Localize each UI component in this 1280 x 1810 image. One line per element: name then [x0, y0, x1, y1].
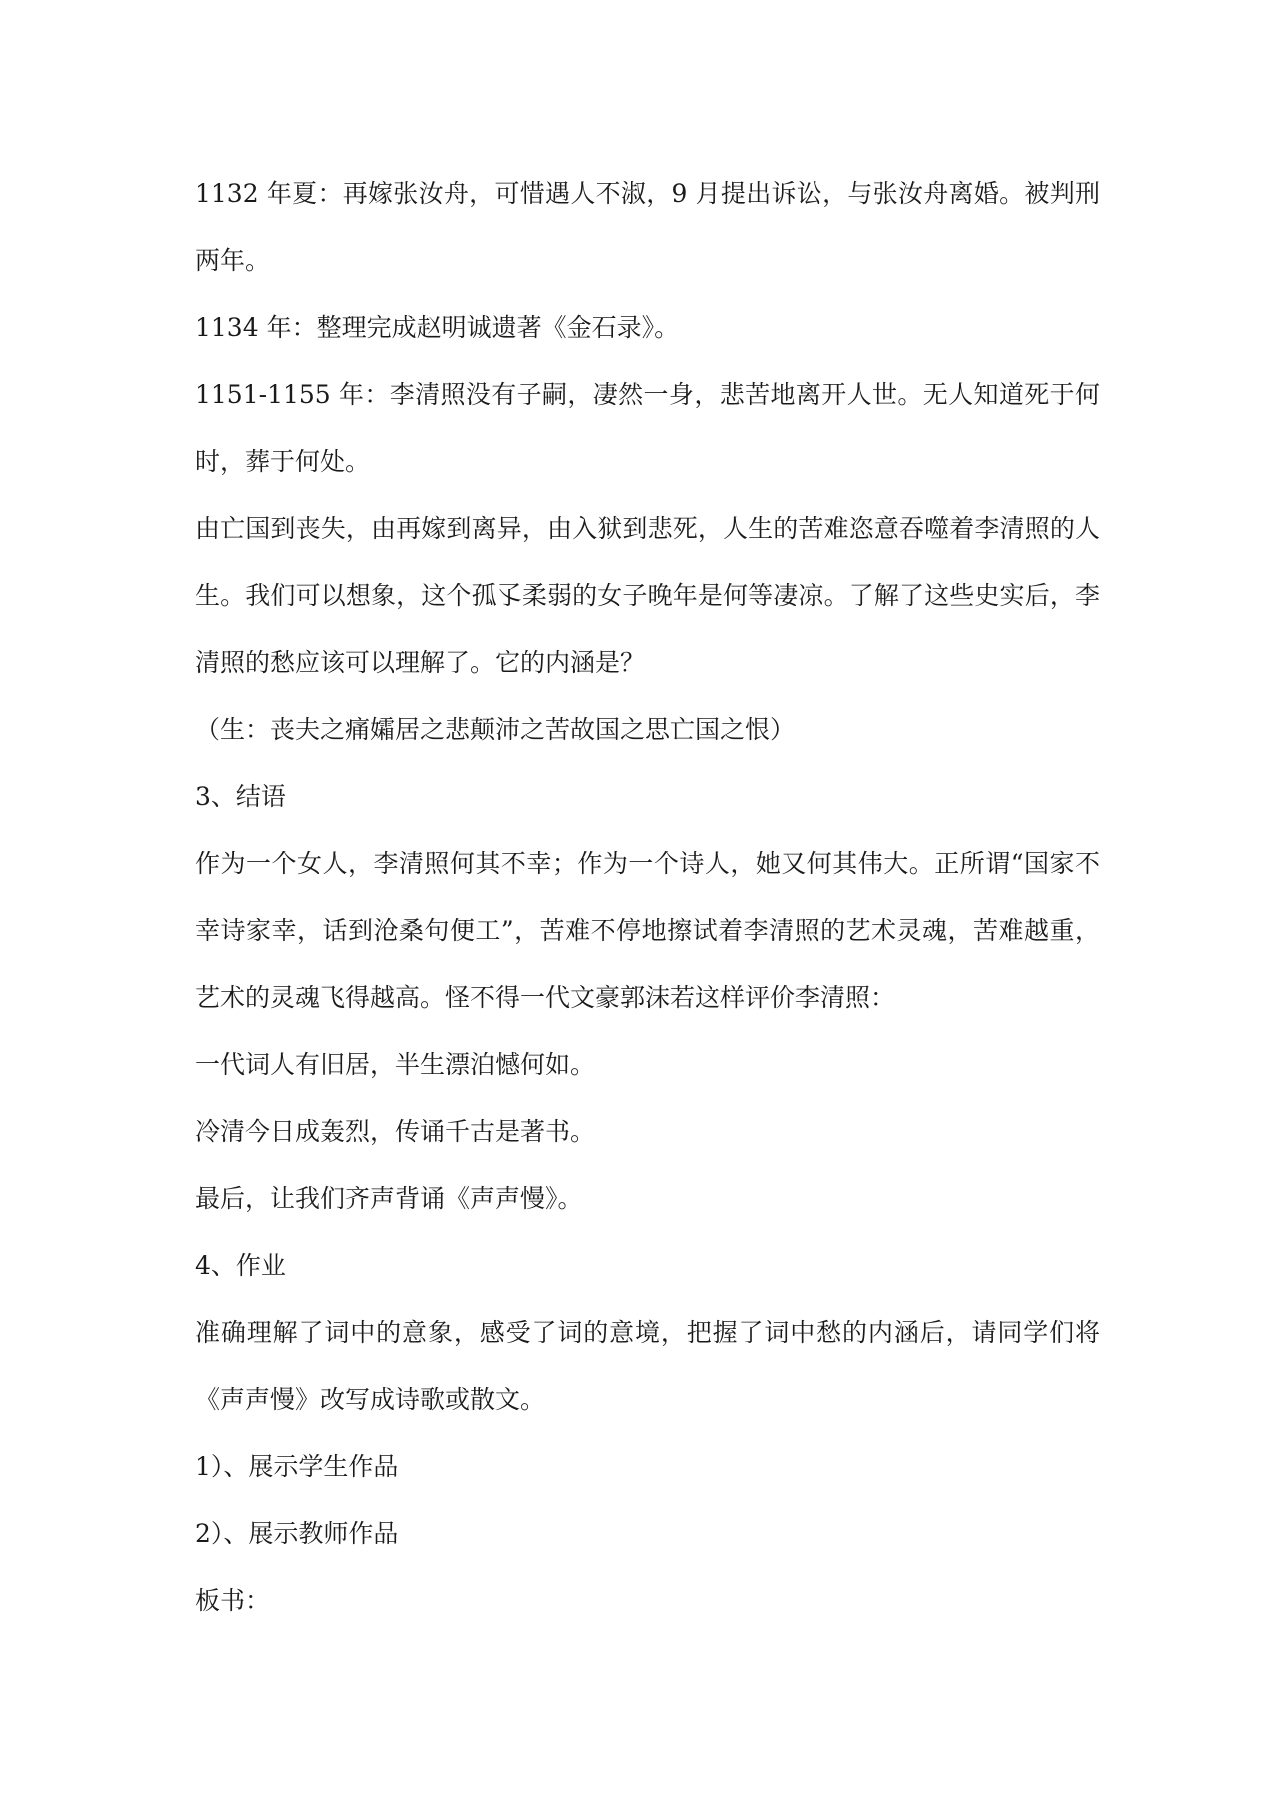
paragraph-homework: 准确理解了词中的意象，感受了词的意境，把握了词中愁的内涵后，请同学们将《声声慢》改写成诗歌或散文。 — [195, 1318, 1100, 1414]
section-heading-conclusion: 3、结语 — [195, 782, 286, 811]
list-item-student-work: 1）、展示学生作品 — [195, 1452, 399, 1481]
paragraph-conclusion: 作为一个女人，李清照何其不幸；作为一个诗人，她又何其伟大。正所谓“国家不幸诗家幸，话到沧桑句便工”，苦难不停地擦试着李清照的艺术灵魂，苦难越重，艺术的灵魂飞得越高。怪不得一代文豪郭沫若这样评价李清照： — [195, 849, 1100, 1012]
list-item-teacher-work: 2）、展示教师作品 — [195, 1519, 399, 1548]
paragraph-student-answer: （生：丧夫之痛孀居之悲颠沛之苦故国之思亡国之恨） — [195, 715, 796, 744]
poem-line-1: 一代词人有旧居，半生漂泊憾何如。 — [195, 1050, 596, 1079]
poem-line-2: 冷清今日成轰烈，传诵千古是著书。 — [195, 1117, 596, 1146]
paragraph-1134: 1134 年：整理完成赵明诚遗著《金石录》。 — [195, 313, 680, 342]
paragraph-1151: 1151-1155 年：李清照没有子嗣，凄然一身，悲苦地离开人世。无人知道死于何时，葬于何处。 — [195, 380, 1100, 476]
paragraph-reflection: 由亡国到丧失，由再嫁到离异，由入狱到悲死，人生的苦难恣意吞噬着李清照的人生。我们可以想象，这个孤孓柔弱的女子晚年是何等凄凉。了解了这些史实后，李清照的愁应该可以理解了。它的内涵是？ — [195, 514, 1100, 677]
paragraph-recite: 最后，让我们齐声背诵《声声慢》。 — [195, 1184, 583, 1213]
board-writing-label: 板书： — [195, 1586, 271, 1615]
paragraph-1132: 1132 年夏：再嫁张汝舟，可惜遇人不淑，9 月提出诉讼，与张汝舟离婚。被判刑两年。 — [195, 179, 1100, 275]
section-heading-homework: 4、作业 — [195, 1251, 286, 1280]
document-body — [195, 160, 1100, 1634]
